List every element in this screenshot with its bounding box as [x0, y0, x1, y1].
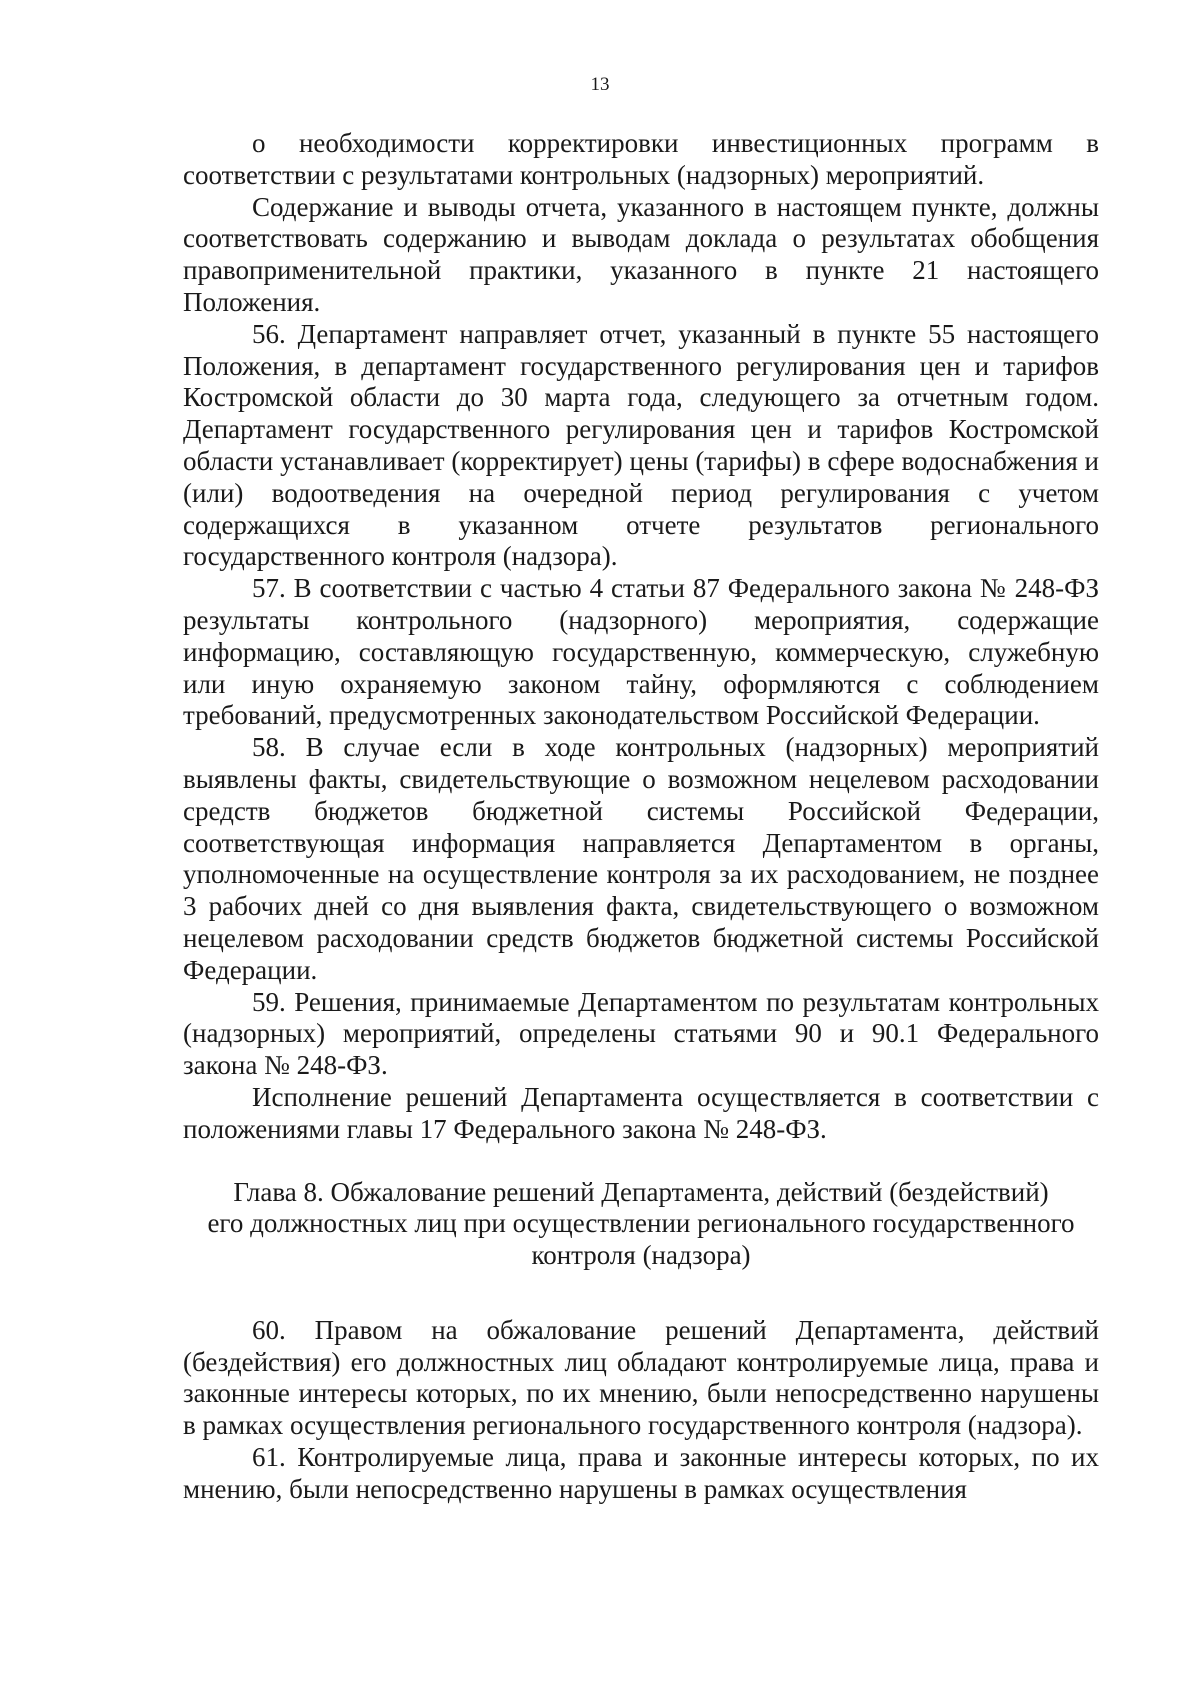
paragraph-61: 61. Контролируемые лица, права и законные интересы которых, по их мнению, были непосредственно нарушены в рамках осуществления: [183, 1442, 1099, 1504]
paragraph-60: 60. Правом на обжалование решений Департамента, действий (бездействия) его должностных лиц обладают контролируемые лица, права и законные интересы которых, по их мнению, были непосредственно нарушены в рамках осуществления регионального государственного контроля (надзора).: [183, 1314, 1099, 1441]
paragraph-59: 59. Решения, принимаемые Департаментом по результатам контрольных (надзорных) мероприятий, определены статьями 90 и 90.1 Федерального закона № 248-ФЗ.: [183, 986, 1099, 1081]
paragraph: о необходимости корректировки инвестиционных программ в соответствии с результатами контрольных (надзорных) мероприятий.: [183, 128, 1099, 190]
document-body: [183, 128, 1099, 1506]
paragraph: Содержание и выводы отчета, указанного в настоящем пункте, должны соответствовать содержанию и выводам доклада о результатах обобщения правоприменительной практики, указанного в пункте 21 настоящего Положения.: [183, 191, 1099, 317]
paragraph-57: 57. В соответствии с частью 4 статьи 87 Федерального закона № 248-ФЗ результаты контрольного (надзорного) мероприятия, содержащие информацию, составляющую государственную, коммерческую, служебную или иную охраняемую законом тайну, оформляются с соблюдением требований, предусмотренных законодательством Российской Федерации.: [183, 573, 1099, 731]
chapter-heading: [183, 1177, 1099, 1272]
paragraph-58: 58. В случае если в ходе контрольных (надзорных) мероприятий выявлены факты, свидетельствующие о возможном нецелевом расходовании средств бюджетов бюджетной системы Российской Федерации, соответствующая информация направляется Департаментом в органы, уполномоченные на осуществление контроля за их расходованием, не позднее 3 рабочих дней со дня выявления факта, свидетельствующего о возможном нецелевом расходовании средств бюджетов бюджетной системы Российской Федерации.: [183, 732, 1099, 985]
page-number: 13: [590, 74, 610, 95]
paragraph-56: 56. Департамент направляет отчет, указанный в пункте 55 настоящего Положения, в департамент государственного регулирования цен и тарифов Костромской области до 30 марта года, следующего за отчетным годом. Департамент государственного регулирования цен и тарифов Костромской области устанавливает (корректирует) цены (тарифы) в сфере водоснабжения и (или) водоотведения на очередной период регулирования с учетом содержащихся в указанном отчете результатов регионального государственного контроля (надзора).: [183, 318, 1099, 572]
chapter-heading-line: его должностных лиц при осуществлении регионального государственного: [207, 1208, 1075, 1239]
chapter-heading-line: контроля (надзора): [531, 1240, 751, 1271]
paragraph: Исполнение решений Департамента осуществляется в соответствии с положениями главы 17 Федерального закона № 248-ФЗ.: [183, 1081, 1099, 1144]
chapter-heading-line: Глава 8. Обжалование решений Департамента, действий (бездействий): [233, 1176, 1049, 1207]
